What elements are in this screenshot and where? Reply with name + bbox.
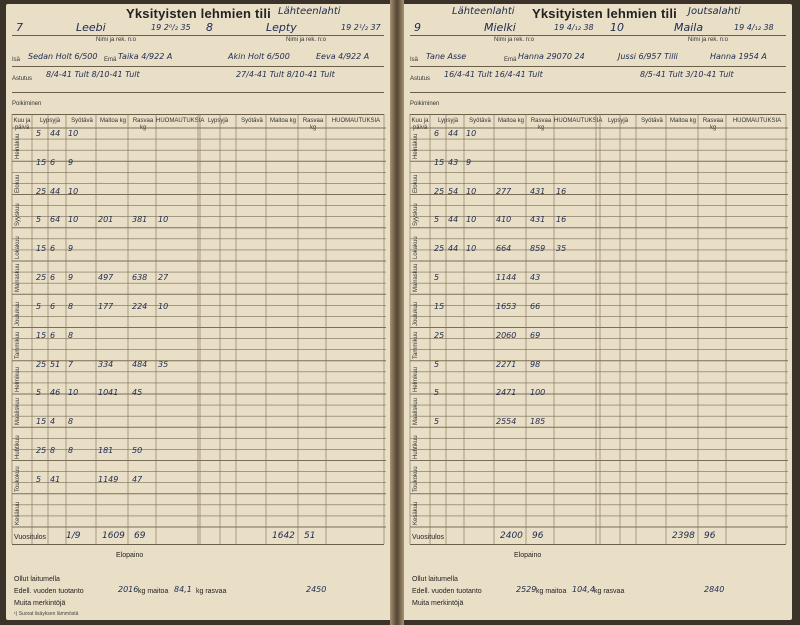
page-title-right: Yksityisten lehmien tili bbox=[532, 6, 677, 21]
ledger-cell: 43 bbox=[530, 273, 541, 283]
ledger-cell: 10 bbox=[68, 388, 79, 398]
ledger-cell: 181 bbox=[98, 445, 114, 455]
elopaino-label: Elopaino bbox=[514, 552, 542, 559]
ledger-cell: 25 bbox=[36, 186, 47, 196]
ledger-cell: 16 bbox=[556, 186, 567, 196]
ledger-cell: 10 bbox=[158, 301, 169, 311]
month-label: Lokakuu bbox=[15, 236, 21, 259]
col-header-milkings: Lypsyjä bbox=[207, 118, 229, 124]
ledger-cell: 6 bbox=[50, 330, 56, 340]
col-header-feed: Syötävä bbox=[241, 118, 263, 124]
right-page bbox=[404, 4, 792, 620]
cow-born: 19 2⁰/₂ 35 bbox=[151, 23, 191, 32]
ledger-cell: 224 bbox=[132, 301, 148, 311]
kg-rasvaa-label: kg rasvaa bbox=[196, 588, 227, 595]
ledger-cell: 6 bbox=[50, 273, 56, 283]
total-label: Vuositulos bbox=[14, 534, 47, 541]
edell-milk: 2016 bbox=[118, 585, 139, 594]
ledger-cell: 15 bbox=[36, 417, 47, 427]
total-milk: 2398 bbox=[672, 531, 695, 541]
ledger-cell: 185 bbox=[530, 417, 546, 427]
ledger-cell: 7 bbox=[68, 359, 74, 369]
ledger-cell: 16 bbox=[556, 215, 567, 225]
ledger-cell: 5 bbox=[36, 474, 42, 484]
month-label: Marraskuu bbox=[413, 263, 419, 293]
ledger-cell: 8 bbox=[68, 417, 74, 427]
ledger-cell: 334 bbox=[98, 359, 114, 369]
ema-value: Eeva 4/922 A bbox=[316, 52, 370, 61]
ledger-cell: 177 bbox=[98, 301, 114, 311]
month-label: Helmikuu bbox=[15, 366, 21, 392]
name-label: Nimi ja rek. n:o bbox=[286, 37, 327, 43]
ledger-cell: 44 bbox=[50, 129, 61, 138]
col-header-milk: Maitoa kg bbox=[669, 118, 696, 124]
ledger-cell: 15 bbox=[434, 157, 445, 167]
cow-born: 19 2¹/₂ 37 bbox=[341, 23, 381, 32]
ledger-cell: 10 bbox=[466, 244, 477, 254]
ledger-cell: 25 bbox=[36, 273, 47, 283]
edell-fat: 104,4 bbox=[572, 585, 595, 594]
ledger-cell: 44 bbox=[448, 215, 459, 225]
month-label: Syyskuu bbox=[15, 203, 21, 226]
ledger-cell: 5 bbox=[36, 215, 42, 225]
ledger-cell: 1149 bbox=[98, 474, 119, 484]
ledger-cell: 2471 bbox=[496, 388, 517, 398]
ledger-cell: 44 bbox=[50, 186, 61, 196]
month-label: Maaliskuu bbox=[15, 398, 21, 426]
total-fat: 96 bbox=[704, 531, 716, 541]
cow-number: 7 bbox=[16, 21, 23, 34]
col-header-feed: Syötävä bbox=[641, 118, 663, 124]
month-label: Elokuu bbox=[15, 174, 21, 193]
kg-rasvaa-label: kg rasvaa bbox=[594, 588, 625, 595]
ema-value: Hanna 1954 A bbox=[710, 52, 767, 61]
ledger-cell: 66 bbox=[530, 301, 541, 311]
total-fat: 69 bbox=[134, 531, 146, 541]
cow-name: Leebi bbox=[76, 21, 106, 34]
astutus-label: Astutus bbox=[410, 76, 431, 82]
ledger-cell: 2060 bbox=[496, 330, 517, 340]
cow-born: 19 4/₁₂ 38 bbox=[554, 23, 594, 32]
ledger-cell: 43 bbox=[448, 157, 459, 167]
ledger-cell: 15 bbox=[36, 244, 47, 254]
ledger-cell: 100 bbox=[530, 388, 546, 398]
name-label: Nimi ja rek. n:o bbox=[688, 37, 729, 43]
ledger-cell: 9 bbox=[68, 157, 74, 167]
ledger-cell: 1041 bbox=[98, 388, 119, 398]
isa-value: Tane Asse bbox=[426, 52, 467, 61]
ledger-cell: 9 bbox=[466, 157, 472, 167]
ledger-cell: 10 bbox=[68, 215, 79, 225]
ledger-cell: 10 bbox=[466, 186, 477, 196]
ledger-cell: 410 bbox=[496, 215, 512, 225]
ema-value: Hanna 29070 24 bbox=[518, 52, 585, 61]
ledger-cell: 54 bbox=[448, 186, 459, 196]
poikiminen-label: Poikiminen bbox=[12, 101, 42, 107]
ledger-cell: 98 bbox=[530, 359, 541, 369]
book-gutter bbox=[390, 0, 404, 625]
month-label: Kesäkuu bbox=[413, 501, 419, 525]
month-label: Elokuu bbox=[413, 174, 419, 193]
astutus-value: 27/4-41 Tult 8/10-41 Tult bbox=[236, 70, 335, 79]
ledger-cell: 10 bbox=[158, 215, 169, 225]
col-header-feed: Syötävä bbox=[469, 118, 491, 124]
edell-milk: 2840 bbox=[704, 585, 725, 594]
handwritten-location: Lähteenlahti bbox=[452, 6, 515, 17]
ledger-cell: 15 bbox=[36, 330, 47, 340]
ledger-cell: 50 bbox=[132, 445, 143, 455]
ledger-cell: 277 bbox=[496, 186, 512, 196]
ledger-cell: 10 bbox=[68, 186, 79, 196]
ledger-cell: 35 bbox=[158, 359, 169, 369]
kg-maitoa-label: kg maitoa bbox=[138, 588, 169, 595]
ledger-grid-right bbox=[404, 4, 792, 620]
ledger-cell: 381 bbox=[132, 215, 148, 225]
col-header-milkings: Lypsyjä bbox=[607, 118, 629, 124]
isa-label: Isä bbox=[12, 57, 21, 63]
ledger-cell: 484 bbox=[132, 359, 148, 369]
ledger-cell: 25 bbox=[36, 445, 47, 455]
ledger-cell: 638 bbox=[132, 273, 148, 283]
footnote: ¹) Suorat lisäyksen lämmöstä bbox=[14, 611, 79, 617]
ledger-cell: 5 bbox=[36, 388, 42, 398]
month-label: Tammikuu bbox=[413, 331, 419, 359]
ledger-cell: 201 bbox=[98, 215, 114, 225]
ledger-cell: 2271 bbox=[496, 359, 517, 369]
ledger-cell: 69 bbox=[530, 330, 541, 340]
total-milk: 1609 bbox=[102, 531, 125, 541]
col-header-month: Kuu ja päivä bbox=[411, 118, 429, 131]
ledger-cell: 6 bbox=[50, 157, 56, 167]
ledger-cell: 35 bbox=[556, 244, 567, 254]
edell-fat: 84,1 bbox=[174, 585, 192, 594]
col-header-milk: Maitoa kg bbox=[269, 118, 296, 124]
name-label: Nimi ja rek. n:o bbox=[96, 37, 137, 43]
astutus-label: Astutus bbox=[12, 76, 33, 82]
ledger-grid-left bbox=[6, 4, 390, 620]
month-label: Helmikuu bbox=[413, 366, 419, 392]
ollut-laitumella-label: Ollut laitumella bbox=[412, 576, 458, 583]
astutus-value: 16/4-41 Tult 16/4-41 Tult bbox=[444, 70, 543, 79]
month-label: Heinäkuu bbox=[413, 133, 419, 160]
total-label: Vuositulos bbox=[412, 534, 445, 541]
month-label: Marraskuu bbox=[15, 263, 21, 293]
ledger-cell: 25 bbox=[434, 186, 445, 196]
ledger-cell: 8 bbox=[68, 301, 74, 311]
ledger-cell: 5 bbox=[434, 388, 440, 398]
ledger-cell: 25 bbox=[434, 330, 445, 340]
month-label: Huhtikuu bbox=[15, 434, 21, 459]
ledger-cell: 859 bbox=[530, 244, 546, 254]
ledger-cell: 2554 bbox=[496, 417, 517, 427]
kg-maitoa-label: kg maitoa bbox=[536, 588, 567, 595]
col-header-milkings: Lypsyjä bbox=[39, 118, 61, 124]
cow-name: Mielki bbox=[484, 21, 516, 34]
month-label: Tammikuu bbox=[15, 331, 21, 359]
ledger-cell: 15 bbox=[36, 157, 47, 167]
month-label: Toukokuu bbox=[413, 466, 419, 492]
isa-value: Sedan Holt 6/500 bbox=[28, 52, 98, 61]
handwritten-location: Joutsalahti bbox=[688, 6, 741, 17]
cow-number: 10 bbox=[610, 21, 624, 34]
cow-name: Maila bbox=[674, 21, 704, 34]
ledger-cell: 5 bbox=[434, 273, 440, 283]
cow-name: Lepty bbox=[266, 21, 297, 34]
ledger-cell: 44 bbox=[448, 244, 459, 254]
ledger-cell: 27 bbox=[158, 273, 169, 283]
month-label: Huhtikuu bbox=[413, 434, 419, 459]
muita-label: Muita merkintöjä bbox=[412, 600, 464, 607]
ledger-cell: 10 bbox=[68, 129, 79, 138]
col-header-milkings: Lypsyjä bbox=[437, 118, 459, 124]
ledger-cell: 1144 bbox=[496, 273, 517, 283]
col-header-feed: Syötävä bbox=[71, 118, 93, 124]
ledger-cell: 431 bbox=[530, 215, 546, 225]
month-label: Toukokuu bbox=[15, 466, 21, 492]
ledger-cell: 5 bbox=[434, 359, 440, 369]
ledger-cell: 44 bbox=[448, 129, 459, 138]
ledger-cell: 5 bbox=[36, 301, 42, 311]
col-header-notes: HUOMAUTUKSIA bbox=[156, 118, 205, 124]
ledger-cell: 46 bbox=[50, 388, 61, 398]
elopaino-label: Elopaino bbox=[116, 552, 144, 559]
col-header-notes: HUOMAUTUKSIA bbox=[554, 118, 603, 124]
ema-label: Emä bbox=[104, 57, 117, 63]
poikiminen-label: Poikiminen bbox=[410, 101, 440, 107]
ledger-cell: 664 bbox=[496, 244, 512, 254]
col-header-notes: HUOMAUTUKSIA bbox=[331, 118, 381, 124]
col-header-fat: Rasvaa kg bbox=[302, 118, 324, 131]
ledger-cell: 25 bbox=[434, 244, 445, 254]
muita-label: Muita merkintöjä bbox=[14, 600, 66, 607]
ledger-cell: 64 bbox=[50, 215, 61, 225]
edell-vuoden-label: Edell. vuoden tuotanto bbox=[14, 588, 84, 595]
ledger-cell: 5 bbox=[434, 417, 440, 427]
col-header-fat: Rasvaa kg bbox=[702, 118, 724, 131]
ledger-cell: 8 bbox=[68, 445, 74, 455]
month-label: Lokakuu bbox=[413, 236, 419, 259]
total-fat: 51 bbox=[304, 531, 316, 541]
ledger-cell: 8 bbox=[68, 330, 74, 340]
ledger-cell: 15 bbox=[434, 301, 445, 311]
ledger-cell: 1653 bbox=[496, 301, 517, 311]
isa-value: Akin Holt 6/500 bbox=[228, 52, 290, 61]
col-header-fat: Rasvaa kg bbox=[132, 118, 154, 131]
isa-value: Jussi 6/957 Tilli bbox=[618, 52, 678, 61]
handwritten-location: Lähteenlahti bbox=[278, 6, 341, 17]
cow-born: 19 4/₁₂ 38 bbox=[734, 23, 774, 32]
month-label: Syyskuu bbox=[413, 203, 419, 226]
ledger-cell: 5 bbox=[434, 215, 440, 225]
ledger-cell: 45 bbox=[132, 388, 143, 398]
col-header-notes: HUOMAUTUKSIA bbox=[732, 118, 782, 124]
ledger-cell: 6 bbox=[434, 129, 440, 138]
total-milk: 1642 bbox=[272, 531, 295, 541]
month-label: Joulukuu bbox=[413, 301, 419, 326]
edell-milk: 2450 bbox=[306, 585, 327, 594]
ledger-cell: 51 bbox=[50, 359, 61, 369]
ollut-laitumella-label: Ollut laitumella bbox=[14, 576, 60, 583]
ledger-cell: 25 bbox=[36, 359, 47, 369]
ema-value: Taika 4/922 A bbox=[118, 52, 173, 61]
ema-label: Emä bbox=[504, 57, 517, 63]
month-label: Joulukuu bbox=[15, 301, 21, 326]
ledger-cell: 9 bbox=[68, 244, 74, 254]
ledger-cell: 431 bbox=[530, 186, 546, 196]
edell-milk: 2529 bbox=[516, 585, 537, 594]
ledger-cell: 10 bbox=[466, 215, 477, 225]
astutus-value: 8/5-41 Tult 3/10-41 Tult bbox=[640, 70, 734, 79]
col-header-milk: Maitoa kg bbox=[497, 118, 524, 124]
ledger-cell: 4 bbox=[50, 417, 56, 427]
ledger-cell: 6 bbox=[50, 244, 56, 254]
name-label: Nimi ja rek. n:o bbox=[494, 37, 535, 43]
edell-vuoden-label: Edell. vuoden tuotanto bbox=[412, 588, 482, 595]
ledger-cell: 8 bbox=[50, 445, 56, 455]
ledger-cell: 5 bbox=[36, 129, 42, 138]
isa-label: Isä bbox=[410, 57, 419, 63]
ledger-cell: 10 bbox=[466, 129, 477, 138]
total-milk: 2400 bbox=[500, 531, 523, 541]
left-page bbox=[6, 4, 390, 620]
col-header-milk: Maitoa kg bbox=[99, 118, 126, 124]
month-label: Heinäkuu bbox=[15, 133, 21, 160]
month-label: Maaliskuu bbox=[413, 398, 419, 426]
ledger-cell: 47 bbox=[132, 474, 143, 484]
cow-number: 9 bbox=[414, 21, 421, 34]
month-label: Kesäkuu bbox=[15, 501, 21, 525]
ledger-cell: 497 bbox=[98, 273, 114, 283]
page-title-left: Yksityisten lehmien tili bbox=[126, 6, 271, 21]
total-fat: 96 bbox=[532, 531, 544, 541]
cow-number: 8 bbox=[206, 21, 213, 34]
col-header-month: Kuu ja päivä bbox=[13, 118, 31, 131]
ledger-cell: 6 bbox=[50, 301, 56, 311]
ledger-cell: 9 bbox=[68, 273, 74, 283]
ledger-cell: 41 bbox=[50, 474, 61, 484]
astutus-value: 8/4-41 Tult 8/10-41 Tult bbox=[46, 70, 140, 79]
col-header-fat: Rasvaa kg bbox=[530, 118, 552, 131]
total-months: 1/9 bbox=[66, 531, 81, 541]
